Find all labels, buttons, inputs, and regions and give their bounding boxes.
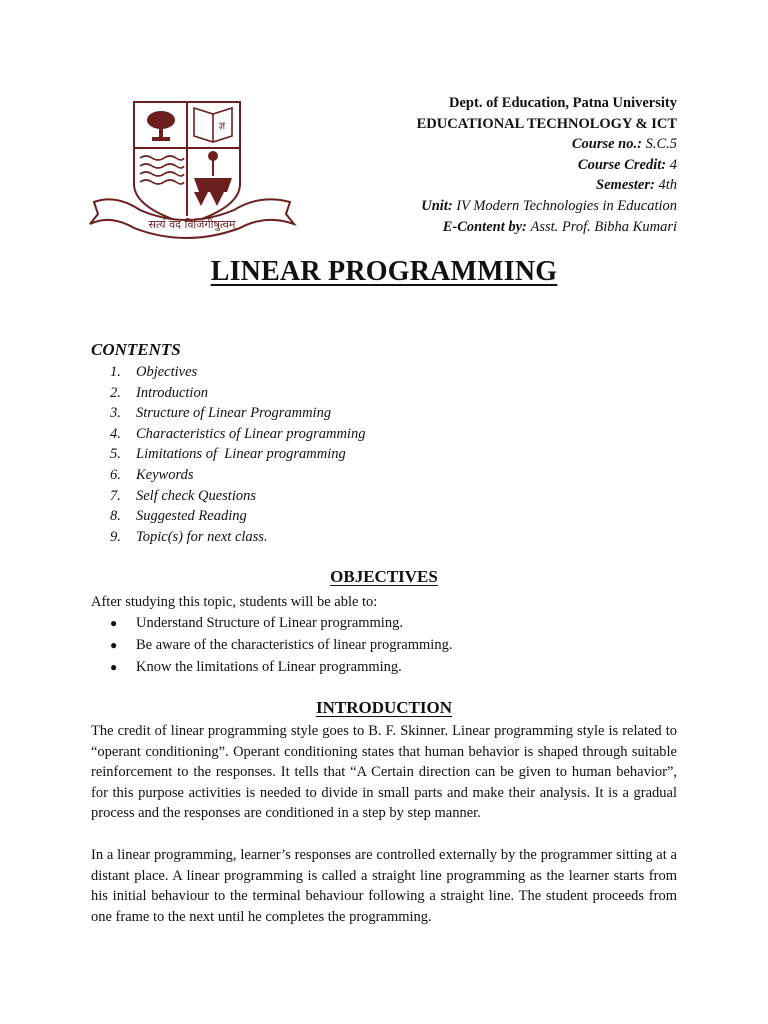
objectives-heading: OBJECTIVES <box>330 567 438 586</box>
objective-item: ● Know the limitations of Linear programming. <box>110 656 452 678</box>
river-waves-icon <box>140 156 184 184</box>
lamp-icon <box>194 151 232 206</box>
introduction-paragraph-2: In a linear programming, learner’s responses are controlled externally by the programmer sitting at a distant place. A linear programming is called a straight line programming as the learner starts from his initial behaviour to the terminal behaviour following a straight line. The student proceeds from one frame to the next until he completes the programming. <box>91 847 677 925</box>
bullet-icon: ● <box>110 638 118 652</box>
university-logo <box>86 96 298 248</box>
objectives-lead: After studying this topic, students will be able to: <box>91 594 378 610</box>
course-credit: Course Credit: 4 <box>577 156 677 173</box>
contents-item: 3. Structure of Linear Programming <box>110 405 332 422</box>
department-name: Dept. of Education, Patna University <box>449 95 677 111</box>
tree-icon <box>147 111 175 141</box>
contents-heading: CONTENTS <box>91 340 181 359</box>
contents-item: 1. Objectives <box>110 364 198 380</box>
contents-item: 6. Keywords <box>110 466 194 483</box>
bullet-icon: ● <box>110 660 118 674</box>
page-title: LINEAR PROGRAMMING <box>210 256 558 287</box>
econtent-author: E-Content by: Asst. Prof. Bibha Kumari <box>442 218 677 235</box>
contents-item: 5. Limitations of Linear programming <box>110 446 346 463</box>
contents-item: 7. Self check Questions <box>110 487 256 504</box>
semester: Semester: 4th <box>596 177 677 194</box>
introduction-paragraph-1: The credit of linear programming style goes to B. F. Skinner. Linear programming style is related to “operant conditioning”. Operant conditioning states that human behavior is shaped through suitable reinforcement to the responses. It tells that “A Certain direction can be given to human behavior”, for this purpose activities is needed to divide in small parts and make their analysis. It is a gradual process and the responses are conditioned in a step by step manner. <box>91 723 677 822</box>
bullet-icon: ● <box>110 616 118 630</box>
book-icon <box>194 108 232 142</box>
objective-item: ● Be aware of the characteristics of linear programming. <box>110 634 452 656</box>
book-text: ज्ञ <box>218 121 226 132</box>
objective-item: ● Understand Structure of Linear programming. <box>110 612 452 634</box>
contents-item: 4. Characteristics of Linear programming <box>110 425 366 442</box>
contents-item: 2. Introduction <box>110 384 208 401</box>
objectives-list <box>110 612 452 678</box>
contents-item: 9. Topic(s) for next class. <box>110 528 268 545</box>
course-number: Course no.: S.C.5 <box>571 136 677 153</box>
contents-list <box>110 362 365 547</box>
introduction-heading: INTRODUCTION <box>315 698 453 717</box>
contents-item: 8. Suggested Reading <box>110 508 247 525</box>
unit: Unit: IV Modern Technologies in Education <box>421 197 677 214</box>
course-header <box>417 93 677 237</box>
motto-text: सत्यं वद विजिगीषुत्वम् <box>148 218 236 231</box>
course-title: EDUCATIONAL TECHNOLOGY & ICT <box>416 115 677 132</box>
